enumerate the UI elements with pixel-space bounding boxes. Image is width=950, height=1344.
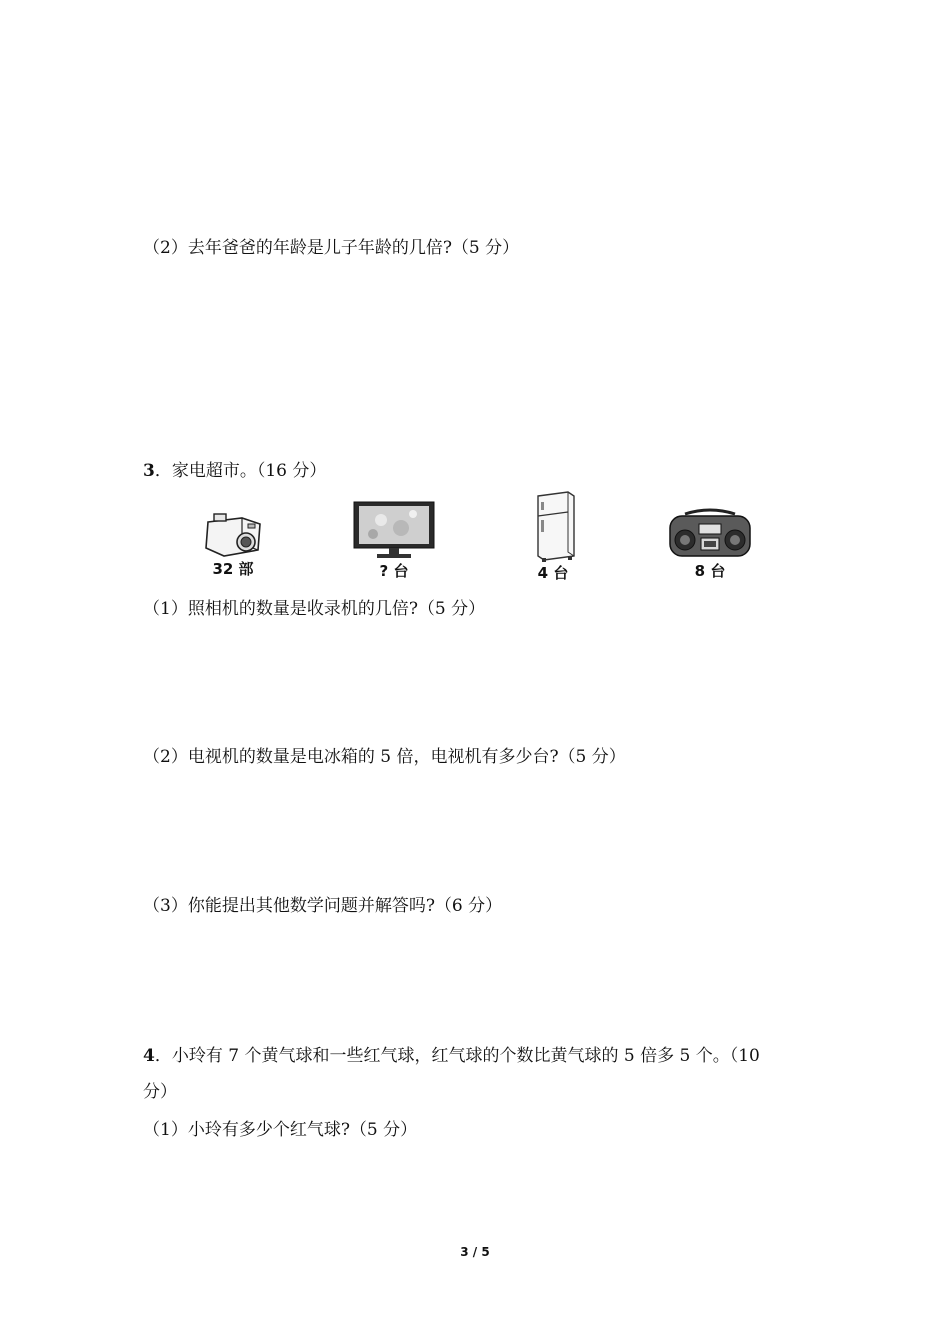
item-fridge <box>520 490 586 582</box>
q3-sub3-text: （3）你能提出其他数学问题并解答吗?（6 分） <box>143 896 503 916</box>
q3-title: ．家电超市。（16 分） <box>154 461 327 481</box>
q3-heading <box>143 458 326 484</box>
item-radio-caption: 8 台 <box>694 562 726 580</box>
q4-text: ．小玲有 7 个黄气球和一些红气球，红气球的个数比黄气球的 5 倍多 5 个。（10 <box>154 1046 760 1066</box>
radio-icon <box>667 508 753 560</box>
q3-sub2-text: （2）电视机的数量是电冰箱的 5 倍，电视机有多少台?（5 分） <box>143 747 626 767</box>
item-camera <box>193 510 273 578</box>
item-fridge-caption: 4 台 <box>537 564 569 582</box>
q4-sub1-text: （1）小玲有多少个红气球?（5 分） <box>143 1120 418 1140</box>
q4-number: 4 <box>143 1046 155 1066</box>
item-tv <box>348 500 440 580</box>
q4-line1 <box>143 1043 760 1069</box>
tv-icon <box>351 500 437 560</box>
fridge-icon <box>530 490 576 562</box>
camera-icon <box>202 510 264 558</box>
item-camera-caption: 32 部 <box>212 560 254 578</box>
q3-sub1-text: （1）照相机的数量是收录机的几倍?（5 分） <box>143 599 486 619</box>
item-tv-caption: ? 台 <box>379 562 409 580</box>
q2-sub2-text: （2）去年爸爸的年龄是儿子年龄的几倍?（5 分） <box>143 238 520 258</box>
q3-number: 3 <box>143 461 155 481</box>
q4-line2: 分） <box>143 1082 177 1102</box>
item-radio <box>664 508 756 580</box>
page-number: 3 / 5 <box>460 1245 490 1259</box>
